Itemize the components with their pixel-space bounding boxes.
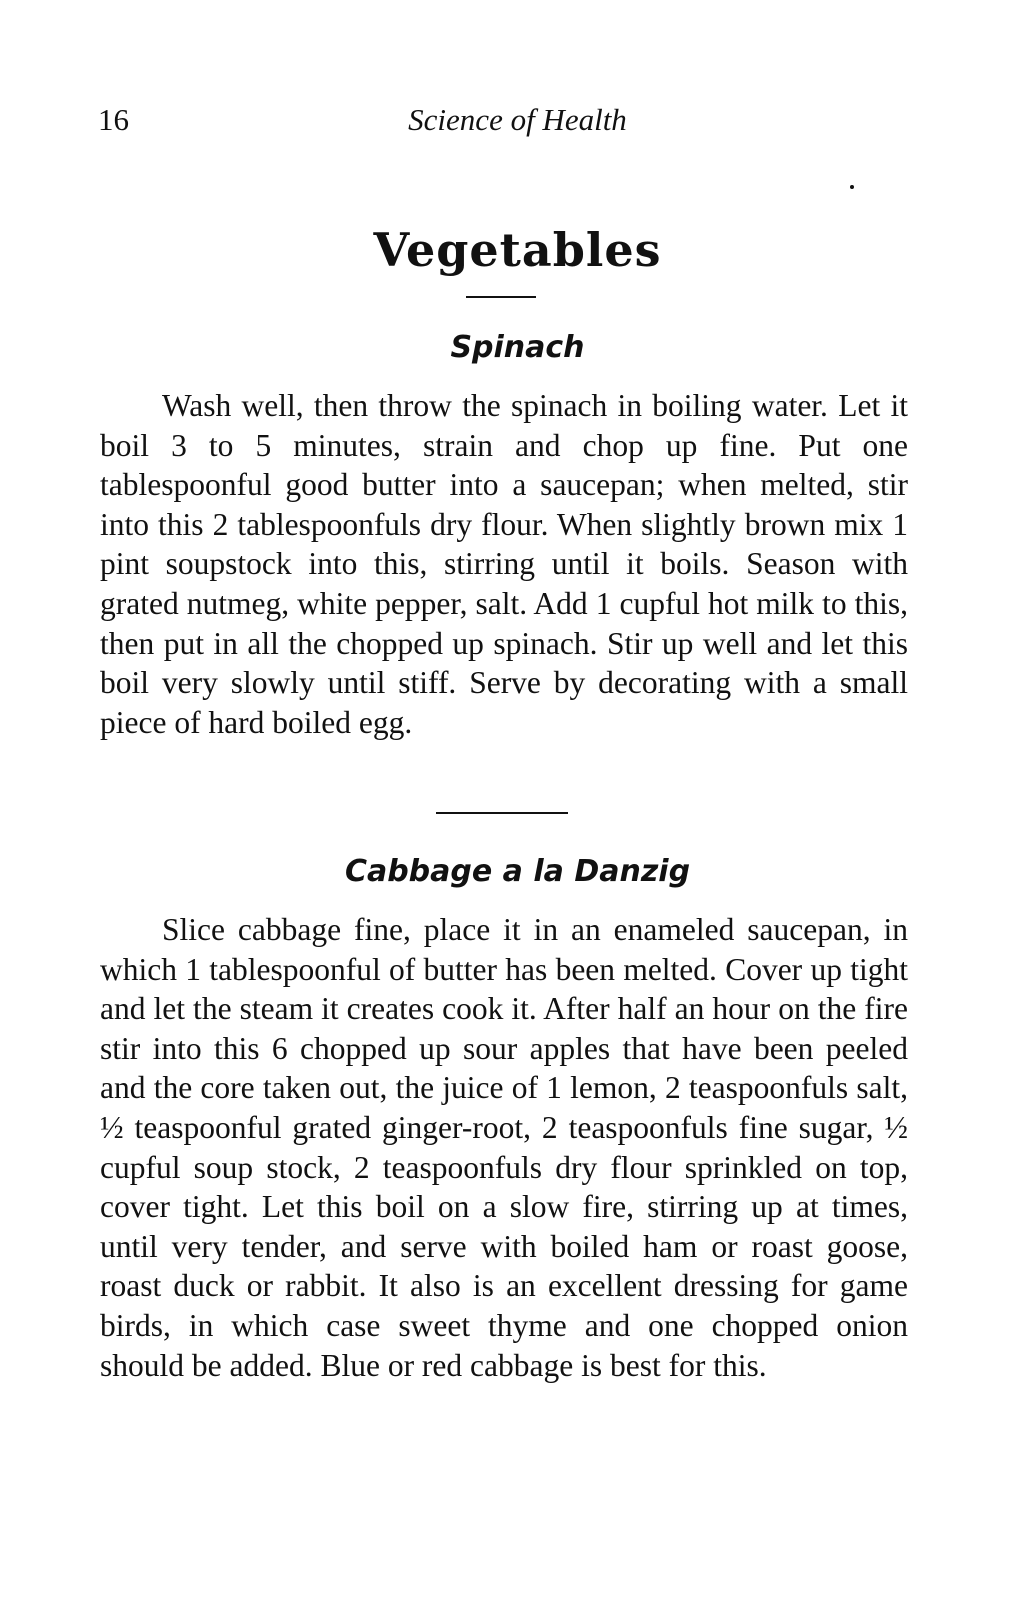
divider-rule: [466, 296, 536, 298]
recipe-body-cabbage: Slice cabbage fine, place it in an enameled saucepan, in which 1 tablespoonful of butter has been melted. Cover up tight and let the steam it creates cook it. After half an hour on the fire stir into this 6 chopped up sour apples that have been peeled and the core taken out, the juice of 1 lemon, 2 teaspoonfuls salt, ½ teaspoonful grated ginger-root, 2 teaspoonfuls fine sugar, ½ cupful soup stock, 2 teaspoonfuls dry flour sprinkled on top, cover tight. Let this boil on a slow fire, stirring up at times, until very tender, and serve with boiled ham or roast goose, roast duck or rabbit. It also is an excellent dressing for game birds, in which case sweet thyme and one chopped onion should be added. Blue or red cabbage is best for this.: [100, 912, 908, 1383]
section-title: Vegetables: [373, 223, 662, 277]
recipe-body-spinach: Wash well, then throw the spinach in boiling water. Let it boil 3 to 5 minutes, strain and chop up fine. Put one tablespoonful good butter into a saucepan; when melted, stir into this 2 tablespoonfuls dry flour. When slightly brown mix 1 pint soupstock into this, stirring until it boils. Season with grated nutmeg, white pepper, salt. Add 1 cupful hot milk to this, then put in all the chopped up spinach. Stir up well and let this boil very slowly until stiff. Serve by decorating with a small piece of hard boiled egg.: [100, 388, 908, 740]
print-speck: [850, 185, 854, 189]
recipe-title-cabbage: Cabbage a la Danzig: [344, 854, 691, 889]
recipe-title-spinach: Spinach: [450, 330, 585, 365]
divider-rule: [436, 812, 568, 814]
running-title: Science of Health: [408, 102, 627, 137]
page-number: 16: [98, 102, 129, 137]
